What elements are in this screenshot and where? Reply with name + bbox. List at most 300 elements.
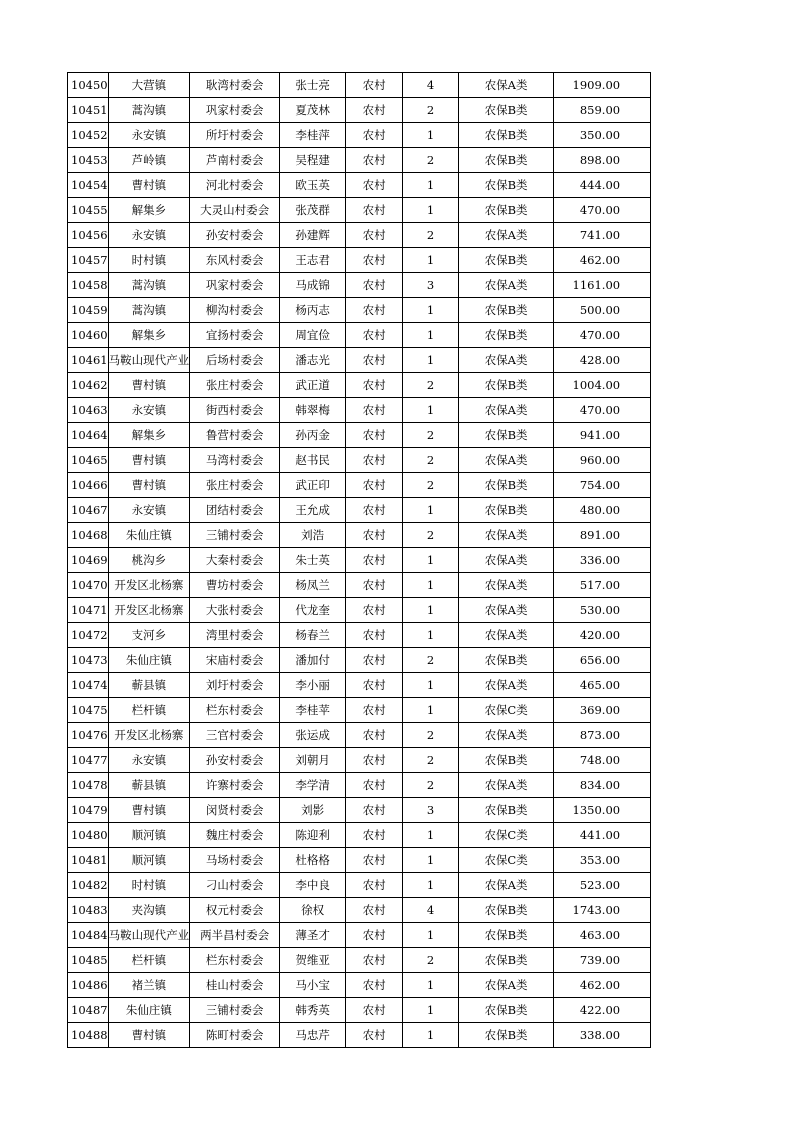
township-cell: 朱仙庄镇 xyxy=(108,523,190,548)
township-cell: 顺河镇 xyxy=(108,823,190,848)
table-row xyxy=(68,798,651,823)
household-type-cell: 农村 xyxy=(346,848,403,873)
township-cell: 蒿沟镇 xyxy=(108,98,190,123)
person-name-cell: 吴程建 xyxy=(280,148,346,173)
member-count-cell: 1 xyxy=(403,123,459,148)
household-type-cell: 农村 xyxy=(346,948,403,973)
record-id-cell: 10459 xyxy=(68,298,109,323)
village-committee-cell: 闵贤村委会 xyxy=(190,798,280,823)
member-count-cell: 2 xyxy=(403,148,459,173)
record-id-cell: 10485 xyxy=(68,948,109,973)
table-row xyxy=(68,998,651,1023)
household-type-cell: 农村 xyxy=(346,573,403,598)
table-row xyxy=(68,623,651,648)
person-name-cell: 张运成 xyxy=(280,723,346,748)
person-name-cell: 赵书民 xyxy=(280,448,346,473)
village-committee-cell: 东风村委会 xyxy=(190,248,280,273)
township-cell: 永安镇 xyxy=(108,223,190,248)
township-cell: 开发区北杨寨 xyxy=(108,598,190,623)
insurance-category-cell: 农保B类 xyxy=(459,473,554,498)
township-cell: 朱仙庄镇 xyxy=(108,998,190,1023)
member-count-cell: 1 xyxy=(403,248,459,273)
household-type-cell: 农村 xyxy=(346,273,403,298)
household-type-cell: 农村 xyxy=(346,423,403,448)
member-count-cell: 1 xyxy=(403,573,459,598)
household-type-cell: 农村 xyxy=(346,223,403,248)
table-row xyxy=(68,473,651,498)
person-name-cell: 刘影 xyxy=(280,798,346,823)
amount-cell: 898.00 xyxy=(554,148,651,173)
table-row xyxy=(68,373,651,398)
record-id-cell: 10462 xyxy=(68,373,109,398)
household-type-cell: 农村 xyxy=(346,723,403,748)
member-count-cell: 1 xyxy=(403,1023,459,1048)
person-name-cell: 欧玉英 xyxy=(280,173,346,198)
member-count-cell: 1 xyxy=(403,973,459,998)
records-table xyxy=(67,72,651,1048)
person-name-cell: 朱士英 xyxy=(280,548,346,573)
table-row xyxy=(68,73,651,98)
township-cell: 解集乡 xyxy=(108,198,190,223)
member-count-cell: 2 xyxy=(403,523,459,548)
person-name-cell: 王允成 xyxy=(280,498,346,523)
household-type-cell: 农村 xyxy=(346,773,403,798)
amount-cell: 741.00 xyxy=(554,223,651,248)
member-count-cell: 1 xyxy=(403,673,459,698)
insurance-category-cell: 农保A类 xyxy=(459,523,554,548)
amount-cell: 1350.00 xyxy=(554,798,651,823)
amount-cell: 748.00 xyxy=(554,748,651,773)
village-committee-cell: 柳沟村委会 xyxy=(190,298,280,323)
township-cell: 曹村镇 xyxy=(108,473,190,498)
village-committee-cell: 三官村委会 xyxy=(190,723,280,748)
household-type-cell: 农村 xyxy=(346,998,403,1023)
record-id-cell: 10481 xyxy=(68,848,109,873)
member-count-cell: 2 xyxy=(403,373,459,398)
person-name-cell: 马忠芹 xyxy=(280,1023,346,1048)
person-name-cell: 徐权 xyxy=(280,898,346,923)
member-count-cell: 2 xyxy=(403,223,459,248)
household-type-cell: 农村 xyxy=(346,823,403,848)
township-cell: 开发区北杨寨 xyxy=(108,573,190,598)
village-committee-cell: 孙安村委会 xyxy=(190,223,280,248)
record-id-cell: 10473 xyxy=(68,648,109,673)
village-committee-cell: 团结村委会 xyxy=(190,498,280,523)
household-type-cell: 农村 xyxy=(346,548,403,573)
township-cell: 开发区北杨寨 xyxy=(108,723,190,748)
amount-cell: 462.00 xyxy=(554,973,651,998)
table-row xyxy=(68,223,651,248)
township-cell: 永安镇 xyxy=(108,748,190,773)
insurance-category-cell: 农保B类 xyxy=(459,248,554,273)
record-id-cell: 10465 xyxy=(68,448,109,473)
amount-cell: 470.00 xyxy=(554,323,651,348)
amount-cell: 960.00 xyxy=(554,448,651,473)
household-type-cell: 农村 xyxy=(346,298,403,323)
village-committee-cell: 张庄村委会 xyxy=(190,373,280,398)
insurance-category-cell: 农保A类 xyxy=(459,348,554,373)
amount-cell: 1743.00 xyxy=(554,898,651,923)
member-count-cell: 2 xyxy=(403,773,459,798)
household-type-cell: 农村 xyxy=(346,348,403,373)
person-name-cell: 杨凤兰 xyxy=(280,573,346,598)
record-id-cell: 10456 xyxy=(68,223,109,248)
household-type-cell: 农村 xyxy=(346,173,403,198)
township-cell: 曹村镇 xyxy=(108,1023,190,1048)
village-committee-cell: 孙安村委会 xyxy=(190,748,280,773)
person-name-cell: 孙丙金 xyxy=(280,423,346,448)
household-type-cell: 农村 xyxy=(346,973,403,998)
table-row xyxy=(68,198,651,223)
person-name-cell: 潘加付 xyxy=(280,648,346,673)
record-id-cell: 10453 xyxy=(68,148,109,173)
record-id-cell: 10463 xyxy=(68,398,109,423)
village-committee-cell: 张庄村委会 xyxy=(190,473,280,498)
record-id-cell: 10469 xyxy=(68,548,109,573)
table-row xyxy=(68,573,651,598)
table-row xyxy=(68,423,651,448)
member-count-cell: 2 xyxy=(403,473,459,498)
table-row xyxy=(68,298,651,323)
village-committee-cell: 宜扬村委会 xyxy=(190,323,280,348)
person-name-cell: 王志君 xyxy=(280,248,346,273)
member-count-cell: 1 xyxy=(403,698,459,723)
insurance-category-cell: 农保B类 xyxy=(459,298,554,323)
record-id-cell: 10476 xyxy=(68,723,109,748)
insurance-category-cell: 农保A类 xyxy=(459,548,554,573)
village-committee-cell: 权元村委会 xyxy=(190,898,280,923)
village-committee-cell: 巩家村委会 xyxy=(190,98,280,123)
amount-cell: 523.00 xyxy=(554,873,651,898)
household-type-cell: 农村 xyxy=(346,248,403,273)
insurance-category-cell: 农保B类 xyxy=(459,98,554,123)
member-count-cell: 2 xyxy=(403,448,459,473)
insurance-category-cell: 农保C类 xyxy=(459,848,554,873)
member-count-cell: 1 xyxy=(403,198,459,223)
insurance-category-cell: 农保B类 xyxy=(459,748,554,773)
table-body xyxy=(68,73,651,1048)
insurance-category-cell: 农保B类 xyxy=(459,898,554,923)
township-cell: 桃沟乡 xyxy=(108,548,190,573)
village-committee-cell: 河北村委会 xyxy=(190,173,280,198)
insurance-category-cell: 农保A类 xyxy=(459,873,554,898)
record-id-cell: 10451 xyxy=(68,98,109,123)
insurance-category-cell: 农保A类 xyxy=(459,623,554,648)
household-type-cell: 农村 xyxy=(346,748,403,773)
table-row xyxy=(68,923,651,948)
member-count-cell: 1 xyxy=(403,598,459,623)
amount-cell: 754.00 xyxy=(554,473,651,498)
village-committee-cell: 刘圩村委会 xyxy=(190,673,280,698)
household-type-cell: 农村 xyxy=(346,673,403,698)
table-row xyxy=(68,773,651,798)
amount-cell: 656.00 xyxy=(554,648,651,673)
member-count-cell: 1 xyxy=(403,623,459,648)
record-id-cell: 10452 xyxy=(68,123,109,148)
township-cell: 芦岭镇 xyxy=(108,148,190,173)
member-count-cell: 2 xyxy=(403,98,459,123)
table-row xyxy=(68,323,651,348)
record-id-cell: 10479 xyxy=(68,798,109,823)
township-cell: 蒿沟镇 xyxy=(108,273,190,298)
record-id-cell: 10467 xyxy=(68,498,109,523)
village-committee-cell: 栏东村委会 xyxy=(190,698,280,723)
insurance-category-cell: 农保A类 xyxy=(459,448,554,473)
insurance-category-cell: 农保B类 xyxy=(459,798,554,823)
person-name-cell: 李桂萍 xyxy=(280,123,346,148)
household-type-cell: 农村 xyxy=(346,323,403,348)
insurance-category-cell: 农保A类 xyxy=(459,398,554,423)
record-id-cell: 10482 xyxy=(68,873,109,898)
insurance-category-cell: 农保B类 xyxy=(459,498,554,523)
record-id-cell: 10478 xyxy=(68,773,109,798)
insurance-category-cell: 农保B类 xyxy=(459,1023,554,1048)
household-type-cell: 农村 xyxy=(346,923,403,948)
village-committee-cell: 芦南村委会 xyxy=(190,148,280,173)
township-cell: 永安镇 xyxy=(108,123,190,148)
record-id-cell: 10454 xyxy=(68,173,109,198)
township-cell: 褚兰镇 xyxy=(108,973,190,998)
record-id-cell: 10455 xyxy=(68,198,109,223)
table-row xyxy=(68,898,651,923)
amount-cell: 1909.00 xyxy=(554,73,651,98)
table-row xyxy=(68,448,651,473)
member-count-cell: 4 xyxy=(403,898,459,923)
household-type-cell: 农村 xyxy=(346,398,403,423)
table-row xyxy=(68,348,651,373)
table-row xyxy=(68,498,651,523)
table-row xyxy=(68,823,651,848)
village-committee-cell: 三铺村委会 xyxy=(190,523,280,548)
village-committee-cell: 巩家村委会 xyxy=(190,273,280,298)
member-count-cell: 1 xyxy=(403,498,459,523)
village-committee-cell: 大秦村委会 xyxy=(190,548,280,573)
village-committee-cell: 所圩村委会 xyxy=(190,123,280,148)
table-row xyxy=(68,723,651,748)
person-name-cell: 杜格格 xyxy=(280,848,346,873)
amount-cell: 465.00 xyxy=(554,673,651,698)
household-type-cell: 农村 xyxy=(346,598,403,623)
household-type-cell: 农村 xyxy=(346,623,403,648)
table-row xyxy=(68,648,651,673)
amount-cell: 350.00 xyxy=(554,123,651,148)
household-type-cell: 农村 xyxy=(346,498,403,523)
insurance-category-cell: 农保B类 xyxy=(459,948,554,973)
amount-cell: 480.00 xyxy=(554,498,651,523)
record-id-cell: 10460 xyxy=(68,323,109,348)
person-name-cell: 李中良 xyxy=(280,873,346,898)
record-id-cell: 10488 xyxy=(68,1023,109,1048)
household-type-cell: 农村 xyxy=(346,98,403,123)
member-count-cell: 4 xyxy=(403,73,459,98)
table-row xyxy=(68,273,651,298)
person-name-cell: 贺维亚 xyxy=(280,948,346,973)
amount-cell: 739.00 xyxy=(554,948,651,973)
member-count-cell: 1 xyxy=(403,348,459,373)
member-count-cell: 1 xyxy=(403,873,459,898)
table-row xyxy=(68,698,651,723)
township-cell: 蕲县镇 xyxy=(108,773,190,798)
record-id-cell: 10480 xyxy=(68,823,109,848)
amount-cell: 470.00 xyxy=(554,398,651,423)
amount-cell: 941.00 xyxy=(554,423,651,448)
village-committee-cell: 湾里村委会 xyxy=(190,623,280,648)
township-cell: 夹沟镇 xyxy=(108,898,190,923)
person-name-cell: 陈迎利 xyxy=(280,823,346,848)
amount-cell: 369.00 xyxy=(554,698,651,723)
village-committee-cell: 许寨村委会 xyxy=(190,773,280,798)
household-type-cell: 农村 xyxy=(346,73,403,98)
insurance-category-cell: 农保A类 xyxy=(459,273,554,298)
record-id-cell: 10471 xyxy=(68,598,109,623)
member-count-cell: 1 xyxy=(403,998,459,1023)
table-row xyxy=(68,973,651,998)
person-name-cell: 韩翠梅 xyxy=(280,398,346,423)
household-type-cell: 农村 xyxy=(346,648,403,673)
village-committee-cell: 后场村委会 xyxy=(190,348,280,373)
member-count-cell: 2 xyxy=(403,948,459,973)
record-id-cell: 10474 xyxy=(68,673,109,698)
amount-cell: 500.00 xyxy=(554,298,651,323)
village-committee-cell: 马场村委会 xyxy=(190,848,280,873)
record-id-cell: 10466 xyxy=(68,473,109,498)
member-count-cell: 2 xyxy=(403,748,459,773)
household-type-cell: 农村 xyxy=(346,373,403,398)
insurance-category-cell: 农保A类 xyxy=(459,598,554,623)
township-cell: 曹村镇 xyxy=(108,448,190,473)
member-count-cell: 1 xyxy=(403,298,459,323)
insurance-category-cell: 农保B类 xyxy=(459,173,554,198)
household-type-cell: 农村 xyxy=(346,123,403,148)
person-name-cell: 武正道 xyxy=(280,373,346,398)
table-row xyxy=(68,873,651,898)
township-cell: 曹村镇 xyxy=(108,173,190,198)
township-cell: 蕲县镇 xyxy=(108,673,190,698)
township-cell: 栏杆镇 xyxy=(108,948,190,973)
table-row xyxy=(68,548,651,573)
table-row xyxy=(68,248,651,273)
member-count-cell: 1 xyxy=(403,848,459,873)
member-count-cell: 1 xyxy=(403,923,459,948)
record-id-cell: 10461 xyxy=(68,348,109,373)
person-name-cell: 薄圣才 xyxy=(280,923,346,948)
township-cell: 支河乡 xyxy=(108,623,190,648)
insurance-category-cell: 农保A类 xyxy=(459,73,554,98)
insurance-category-cell: 农保B类 xyxy=(459,648,554,673)
amount-cell: 859.00 xyxy=(554,98,651,123)
table-row xyxy=(68,1023,651,1048)
record-id-cell: 10470 xyxy=(68,573,109,598)
insurance-category-cell: 农保A类 xyxy=(459,773,554,798)
person-name-cell: 杨丙志 xyxy=(280,298,346,323)
household-type-cell: 农村 xyxy=(346,148,403,173)
amount-cell: 428.00 xyxy=(554,348,651,373)
village-committee-cell: 马湾村委会 xyxy=(190,448,280,473)
insurance-category-cell: 农保B类 xyxy=(459,148,554,173)
township-cell: 时村镇 xyxy=(108,873,190,898)
amount-cell: 353.00 xyxy=(554,848,651,873)
member-count-cell: 2 xyxy=(403,423,459,448)
person-name-cell: 韩秀英 xyxy=(280,998,346,1023)
township-cell: 解集乡 xyxy=(108,423,190,448)
amount-cell: 517.00 xyxy=(554,573,651,598)
record-id-cell: 10457 xyxy=(68,248,109,273)
table-row xyxy=(68,598,651,623)
insurance-category-cell: 农保A类 xyxy=(459,973,554,998)
record-id-cell: 10483 xyxy=(68,898,109,923)
insurance-category-cell: 农保B类 xyxy=(459,323,554,348)
township-cell: 曹村镇 xyxy=(108,373,190,398)
person-name-cell: 周宜俭 xyxy=(280,323,346,348)
amount-cell: 873.00 xyxy=(554,723,651,748)
person-name-cell: 刘浩 xyxy=(280,523,346,548)
household-type-cell: 农村 xyxy=(346,898,403,923)
village-committee-cell: 刁山村委会 xyxy=(190,873,280,898)
person-name-cell: 马成锦 xyxy=(280,273,346,298)
insurance-category-cell: 农保B类 xyxy=(459,998,554,1023)
amount-cell: 463.00 xyxy=(554,923,651,948)
village-committee-cell: 宋庙村委会 xyxy=(190,648,280,673)
village-committee-cell: 耿湾村委会 xyxy=(190,73,280,98)
amount-cell: 441.00 xyxy=(554,823,651,848)
table-row xyxy=(68,148,651,173)
village-committee-cell: 桂山村委会 xyxy=(190,973,280,998)
household-type-cell: 农村 xyxy=(346,473,403,498)
table-row xyxy=(68,398,651,423)
record-id-cell: 10472 xyxy=(68,623,109,648)
person-name-cell: 代龙奎 xyxy=(280,598,346,623)
amount-cell: 336.00 xyxy=(554,548,651,573)
record-id-cell: 10450 xyxy=(68,73,109,98)
township-cell: 蒿沟镇 xyxy=(108,298,190,323)
township-cell: 解集乡 xyxy=(108,323,190,348)
table-row xyxy=(68,173,651,198)
township-cell: 朱仙庄镇 xyxy=(108,648,190,673)
member-count-cell: 3 xyxy=(403,273,459,298)
person-name-cell: 马小宝 xyxy=(280,973,346,998)
person-name-cell: 刘朝月 xyxy=(280,748,346,773)
township-cell: 大营镇 xyxy=(108,73,190,98)
township-cell: 永安镇 xyxy=(108,498,190,523)
village-committee-cell: 大灵山村委会 xyxy=(190,198,280,223)
township-cell: 马鞍山现代产业 xyxy=(108,348,190,373)
member-count-cell: 1 xyxy=(403,173,459,198)
insurance-category-cell: 农保B类 xyxy=(459,423,554,448)
amount-cell: 891.00 xyxy=(554,523,651,548)
household-type-cell: 农村 xyxy=(346,198,403,223)
person-name-cell: 李学清 xyxy=(280,773,346,798)
insurance-category-cell: 农保A类 xyxy=(459,573,554,598)
village-committee-cell: 鲁营村委会 xyxy=(190,423,280,448)
township-cell: 顺河镇 xyxy=(108,848,190,873)
amount-cell: 470.00 xyxy=(554,198,651,223)
member-count-cell: 2 xyxy=(403,648,459,673)
insurance-category-cell: 农保B类 xyxy=(459,123,554,148)
insurance-category-cell: 农保C类 xyxy=(459,823,554,848)
record-id-cell: 10486 xyxy=(68,973,109,998)
village-committee-cell: 栏东村委会 xyxy=(190,948,280,973)
insurance-category-cell: 农保A类 xyxy=(459,723,554,748)
village-committee-cell: 曹坊村委会 xyxy=(190,573,280,598)
record-id-cell: 10487 xyxy=(68,998,109,1023)
amount-cell: 834.00 xyxy=(554,773,651,798)
table-row xyxy=(68,123,651,148)
table-row xyxy=(68,673,651,698)
member-count-cell: 2 xyxy=(403,723,459,748)
household-type-cell: 农村 xyxy=(346,448,403,473)
member-count-cell: 1 xyxy=(403,823,459,848)
insurance-category-cell: 农保B类 xyxy=(459,198,554,223)
